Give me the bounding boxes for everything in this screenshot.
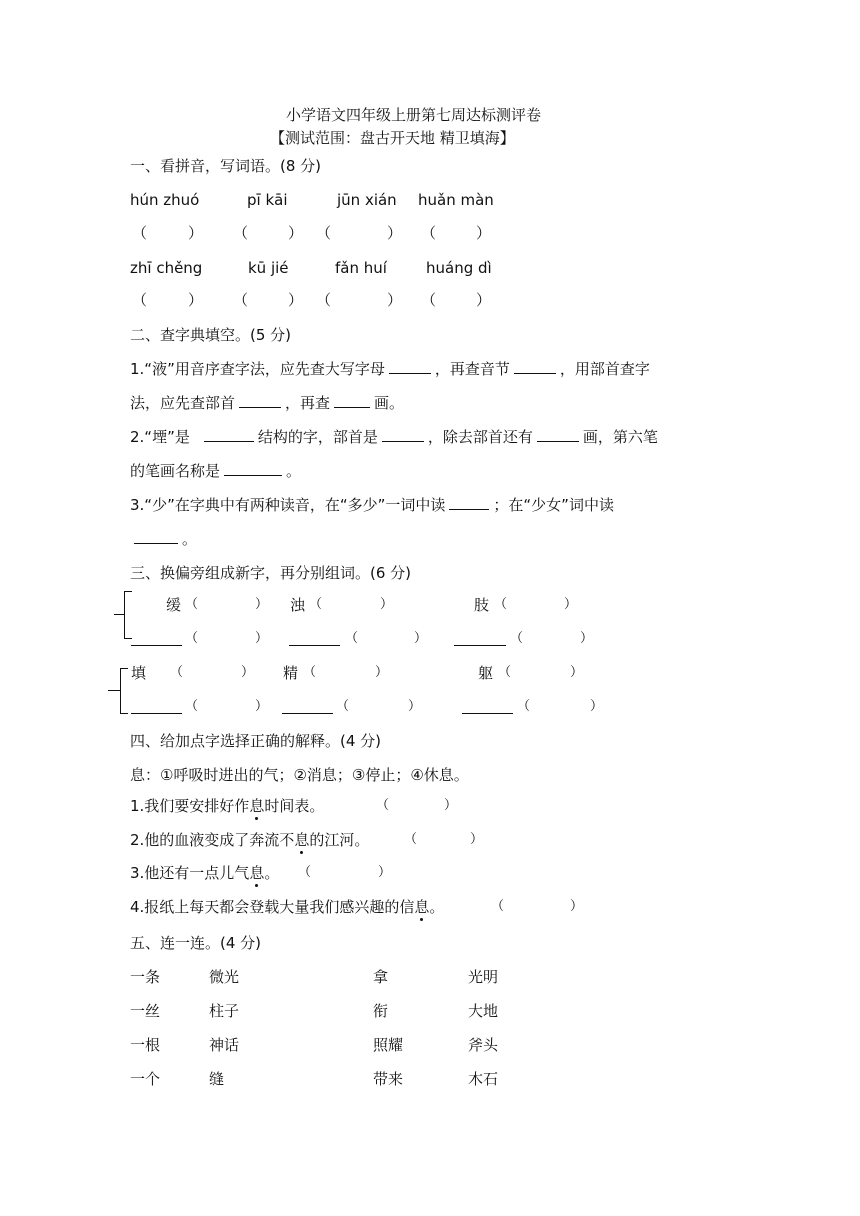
paren-open: （ [309,597,323,612]
paren-open: （ [336,699,350,714]
match-item: 斧头 [468,1036,499,1054]
answer-blank[interactable] [134,542,178,544]
paren-open: （ [233,291,249,309]
match-item: 缝 [209,1070,225,1088]
paren-close: ） [590,699,604,714]
s2-q1-line1: 1.“液”用音序查字法，应先查大写字母 ，再查音节 ，用部首查字 [130,360,650,378]
paren-open: （ [421,291,437,309]
paren-open: （ [404,832,418,847]
paren-open: （ [491,899,505,914]
paren-close: ） [288,224,304,242]
base-char: 缓 [166,596,182,614]
paren-close: ） [414,631,428,646]
new-char-blank[interactable] [289,645,340,646]
match-item: 照耀 [373,1036,404,1054]
section-1-heading: 一、看拼音，写词语。(8 分) [130,157,322,175]
paren-open: （ [510,631,524,646]
paren-open: （ [517,699,531,714]
new-char-blank[interactable] [131,645,182,646]
paren-open: （ [421,224,437,242]
paren-open: （ [132,224,148,242]
section-5-heading: 五、连一连。(4 分) [130,934,262,952]
paren-close: ） [380,597,394,612]
paren-open: （ [185,699,199,714]
paren-close: ） [387,224,403,242]
paren-open: （ [316,291,332,309]
dotted-char: 息 [294,831,310,849]
brace-line [124,591,125,639]
paren-open: （ [345,631,359,646]
pinyin-6: kū jié [248,259,289,277]
base-char: 浊 [290,596,306,614]
section-2-heading: 二、查字典填空。(5 分) [130,326,292,344]
paren-open: （ [132,291,148,309]
brace-line [120,668,128,669]
match-item: 大地 [468,1002,499,1020]
paren-close: ） [564,597,578,612]
paren-close: ） [255,699,269,714]
paren-close: ） [188,291,204,309]
paren-close: ） [387,291,403,309]
paren-close: ） [255,631,269,646]
paren-close: ） [255,597,269,612]
s2-q2-line2: 的笔画名称是 。 [130,462,302,480]
s2-q3-line1: 3.“少”在字典中有两种读音，在“多少”一词中读 ；在“少女”词中读 [130,496,614,514]
base-char: 填 [131,664,147,682]
new-char-blank[interactable] [454,645,506,646]
match-item: 衔 [373,1002,389,1020]
pinyin-2: pī kāi [247,191,288,209]
paren-open: （ [185,631,199,646]
dotted-char: 息 [249,864,265,882]
pinyin-1: hún zhuó [130,191,200,209]
paren-close: ） [476,291,492,309]
base-char: 肢 [474,596,490,614]
answer-blank[interactable] [537,440,579,442]
match-item: 神话 [209,1036,240,1054]
paren-close: ） [476,224,492,242]
match-item: 一丝 [130,1002,161,1020]
s4-q3: 3.他还有一点儿气息。 [130,864,280,882]
match-item: 一个 [130,1070,161,1088]
dotted-char: 息 [249,797,265,815]
brace-line [124,638,132,639]
s2-q3-line2: 。 [134,532,197,547]
pinyin-5: zhī chěng [130,259,203,277]
paren-close: ） [580,631,594,646]
answer-blank[interactable] [204,440,254,442]
answer-blank[interactable] [449,508,489,510]
pinyin-3: jūn xián [337,191,397,209]
paren-close: ） [444,798,458,813]
paren-close: ） [570,665,584,680]
answer-blank[interactable] [224,474,282,476]
s2-q1-line2: 法，应先查部首 ，再查 画。 [130,394,405,412]
brace-line [120,668,121,714]
paren-open: （ [170,665,184,680]
paren-close: ） [408,699,422,714]
answer-blank[interactable] [382,440,424,442]
paren-open: （ [298,865,312,880]
match-item: 拿 [373,968,389,986]
match-item: 微光 [209,968,240,986]
paren-close: ） [241,665,255,680]
match-item: 光明 [468,968,499,986]
new-char-blank[interactable] [462,713,513,714]
paren-close: ） [378,865,392,880]
answer-blank[interactable] [334,406,370,408]
pinyin-4: huǎn màn [418,191,494,209]
definition-line: 息：①呼吸时进出的气；②消息；③停止；④休息。 [130,766,469,784]
s4-q4: 4.报纸上每天都会登载大量我们感兴趣的信息。 [130,898,445,916]
new-char-blank[interactable] [131,713,182,714]
paren-open: （ [498,665,512,680]
s4-q1: 1.我们要安排好作息时间表。 [130,797,325,815]
s4-q2: 2.他的血液变成了奔流不息的江河。 [130,831,370,849]
section-4-heading: 四、给加点字选择正确的解释。(4 分) [130,732,382,750]
base-char: 精 [283,664,299,682]
answer-blank[interactable] [389,372,431,374]
brace-line [114,614,124,615]
paren-close: ） [288,291,304,309]
pinyin-8: huáng dì [426,259,492,277]
paren-close: ） [470,832,484,847]
new-char-blank[interactable] [282,713,333,714]
paren-open: （ [316,224,332,242]
page-subtitle: 【测试范围：盘古开天地 精卫填海】 [270,129,515,147]
match-item: 一根 [130,1036,161,1054]
page-title: 小学语文四年级上册第七周达标测评卷 [286,106,542,124]
brace-line [124,591,132,592]
match-item: 柱子 [209,1002,240,1020]
paren-close: ） [375,665,389,680]
brace-line [120,713,128,714]
paren-close: ） [188,224,204,242]
match-item: 一条 [130,968,161,986]
paren-close: ） [570,899,584,914]
paren-open: （ [233,224,249,242]
answer-blank[interactable] [239,406,281,408]
match-item: 木石 [468,1070,499,1088]
pinyin-7: fǎn huí [335,259,387,277]
match-item: 带来 [373,1070,404,1088]
answer-blank[interactable] [514,372,556,374]
s2-q2-line1: 2.“堙”是 结构的字，部首是 ，除去部首还有 画，第六笔 [130,428,658,446]
base-char: 躯 [478,664,494,682]
dotted-char: 息 [414,898,430,916]
paren-open: （ [303,665,317,680]
paren-open: （ [494,597,508,612]
paren-open: （ [376,798,390,813]
section-3-heading: 三、换偏旁组成新字，再分别组词。(6 分) [130,564,412,582]
paren-open: （ [185,597,199,612]
brace-line [108,690,120,691]
